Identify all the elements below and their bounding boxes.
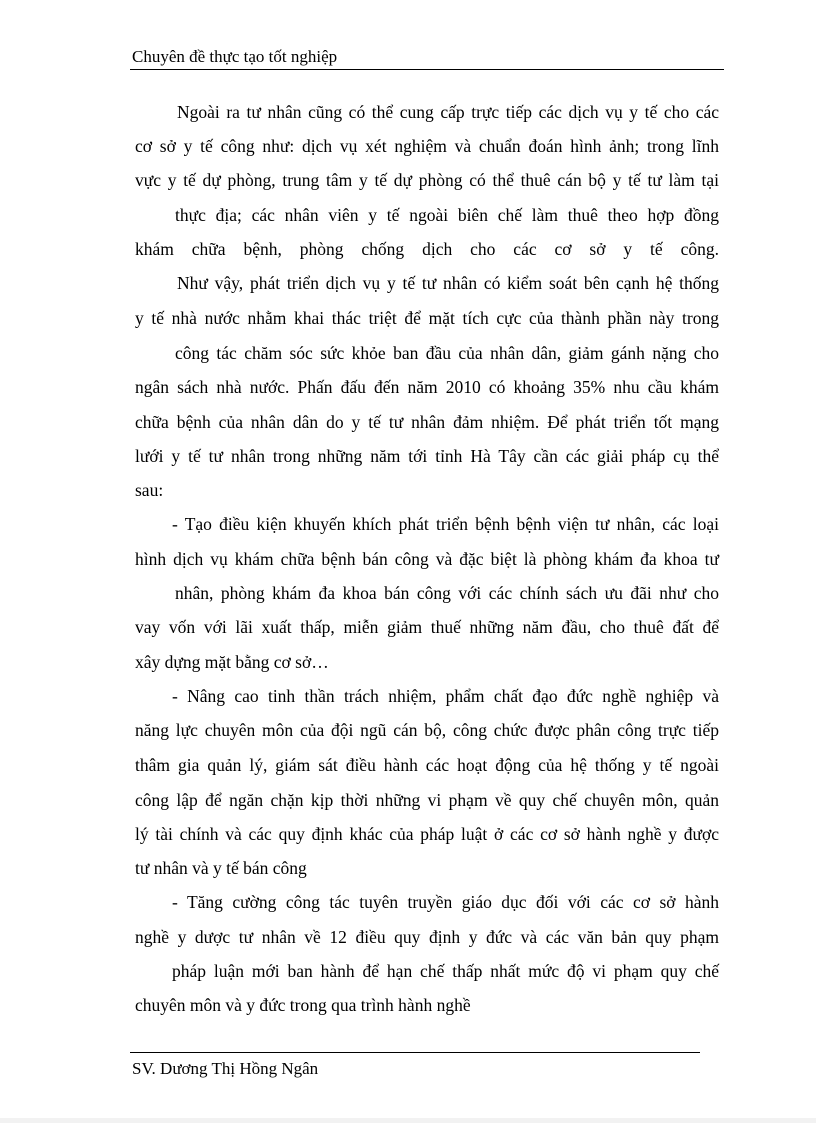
body-line: - Tạo điều kiện khuyến khích phát triển bệnh bệnh viện tư nhân, các loại	[172, 514, 719, 534]
footer-divider	[130, 1052, 700, 1053]
body-line: công lập để ngăn chặn kịp thời những vi phạm về quy chế chuyên môn, quản	[135, 790, 719, 810]
body-line: - Nâng cao tinh thần trách nhiệm, phẩm chất đạo đức nghề nghiệp và	[172, 686, 719, 706]
body-line: năng lực chuyên môn của đội ngũ cán bộ, công chức được phân công trực tiếp	[135, 720, 719, 740]
body-line: sau:	[135, 480, 164, 500]
body-line: - Tăng cường công tác tuyên truyền giáo dục đối với các cơ sở hành	[172, 892, 719, 912]
body-line: pháp luận mới ban hành để hạn chế thấp nhất mức độ vi phạm quy chế	[172, 961, 719, 981]
page-bottom-edge	[0, 1118, 816, 1123]
body-line: nghề y dược tư nhân về 12 điều quy định y đức và các văn bản quy phạm	[135, 927, 719, 947]
body-line: chữa bệnh của nhân dân do y tế tư nhân đảm nhiệm. Để phát triển tốt mạng	[135, 412, 719, 432]
body-line: chuyên môn và y đức trong qua trình hành nghề	[135, 995, 471, 1015]
body-line: lý tài chính và các quy định khác của pháp luật ở các cơ sở hành nghề y được	[135, 824, 719, 844]
body-line: hình dịch vụ khám chữa bệnh bán công và đặc biệt là phòng khám đa khoa tư	[135, 549, 719, 569]
body-line: nhân, phòng khám đa khoa bán công với các chính sách ưu đãi như cho	[175, 583, 719, 603]
body-line: Ngoài ra tư nhân cũng có thể cung cấp trực tiếp các dịch vụ y tế cho các	[177, 102, 719, 122]
body-line: khám chữa bệnh, phòng chống dịch cho các cơ sở y tế công.	[135, 239, 719, 259]
body-line: thực địa; các nhân viên y tế ngoài biên chế làm thuê theo hợp đồng	[175, 205, 719, 225]
body-line: y tế nhà nước nhằm khai thác triệt để mặt tích cực của thành phần này trong	[135, 308, 719, 328]
body-line: lưới y tế tư nhân trong những năm tới tỉnh Hà Tây cần các giải pháp cụ thể	[135, 446, 719, 466]
body-line: công tác chăm sóc sức khỏe ban đầu của nhân dân, giảm gánh nặng cho	[175, 343, 719, 363]
header-divider	[130, 69, 724, 70]
body-line: xây dựng mặt bằng cơ sở…	[135, 652, 329, 672]
body-line: vay vốn với lãi xuất thấp, miễn giảm thuế những năm đầu, cho thuê đất để	[135, 617, 719, 637]
body-line: vực y tế dự phòng, trung tâm y tế dự phòng có thể thuê cán bộ y tế tư làm tại	[135, 170, 719, 190]
body-line: ngân sách nhà nước. Phấn đấu đến năm 2010 có khoảng 35% nhu cầu khám	[135, 377, 719, 397]
body-line: thâm gia quản lý, giám sát điều hành các hoạt động của hệ thống y tế ngoài	[135, 755, 719, 775]
body-line: tư nhân và y tế bán công	[135, 858, 307, 878]
footer-author: SV. Dương Thị Hồng Ngân	[132, 1059, 319, 1078]
body-line: cơ sở y tế công như: dịch vụ xét nghiệm và chuẩn đoán hình ảnh; trong lĩnh	[135, 136, 719, 156]
page-header-title: Chuyên đề thực tạo tốt nghiệp	[132, 47, 338, 66]
body-line: Như vậy, phát triển dịch vụ y tế tư nhân có kiểm soát bên cạnh hệ thống	[177, 273, 719, 293]
